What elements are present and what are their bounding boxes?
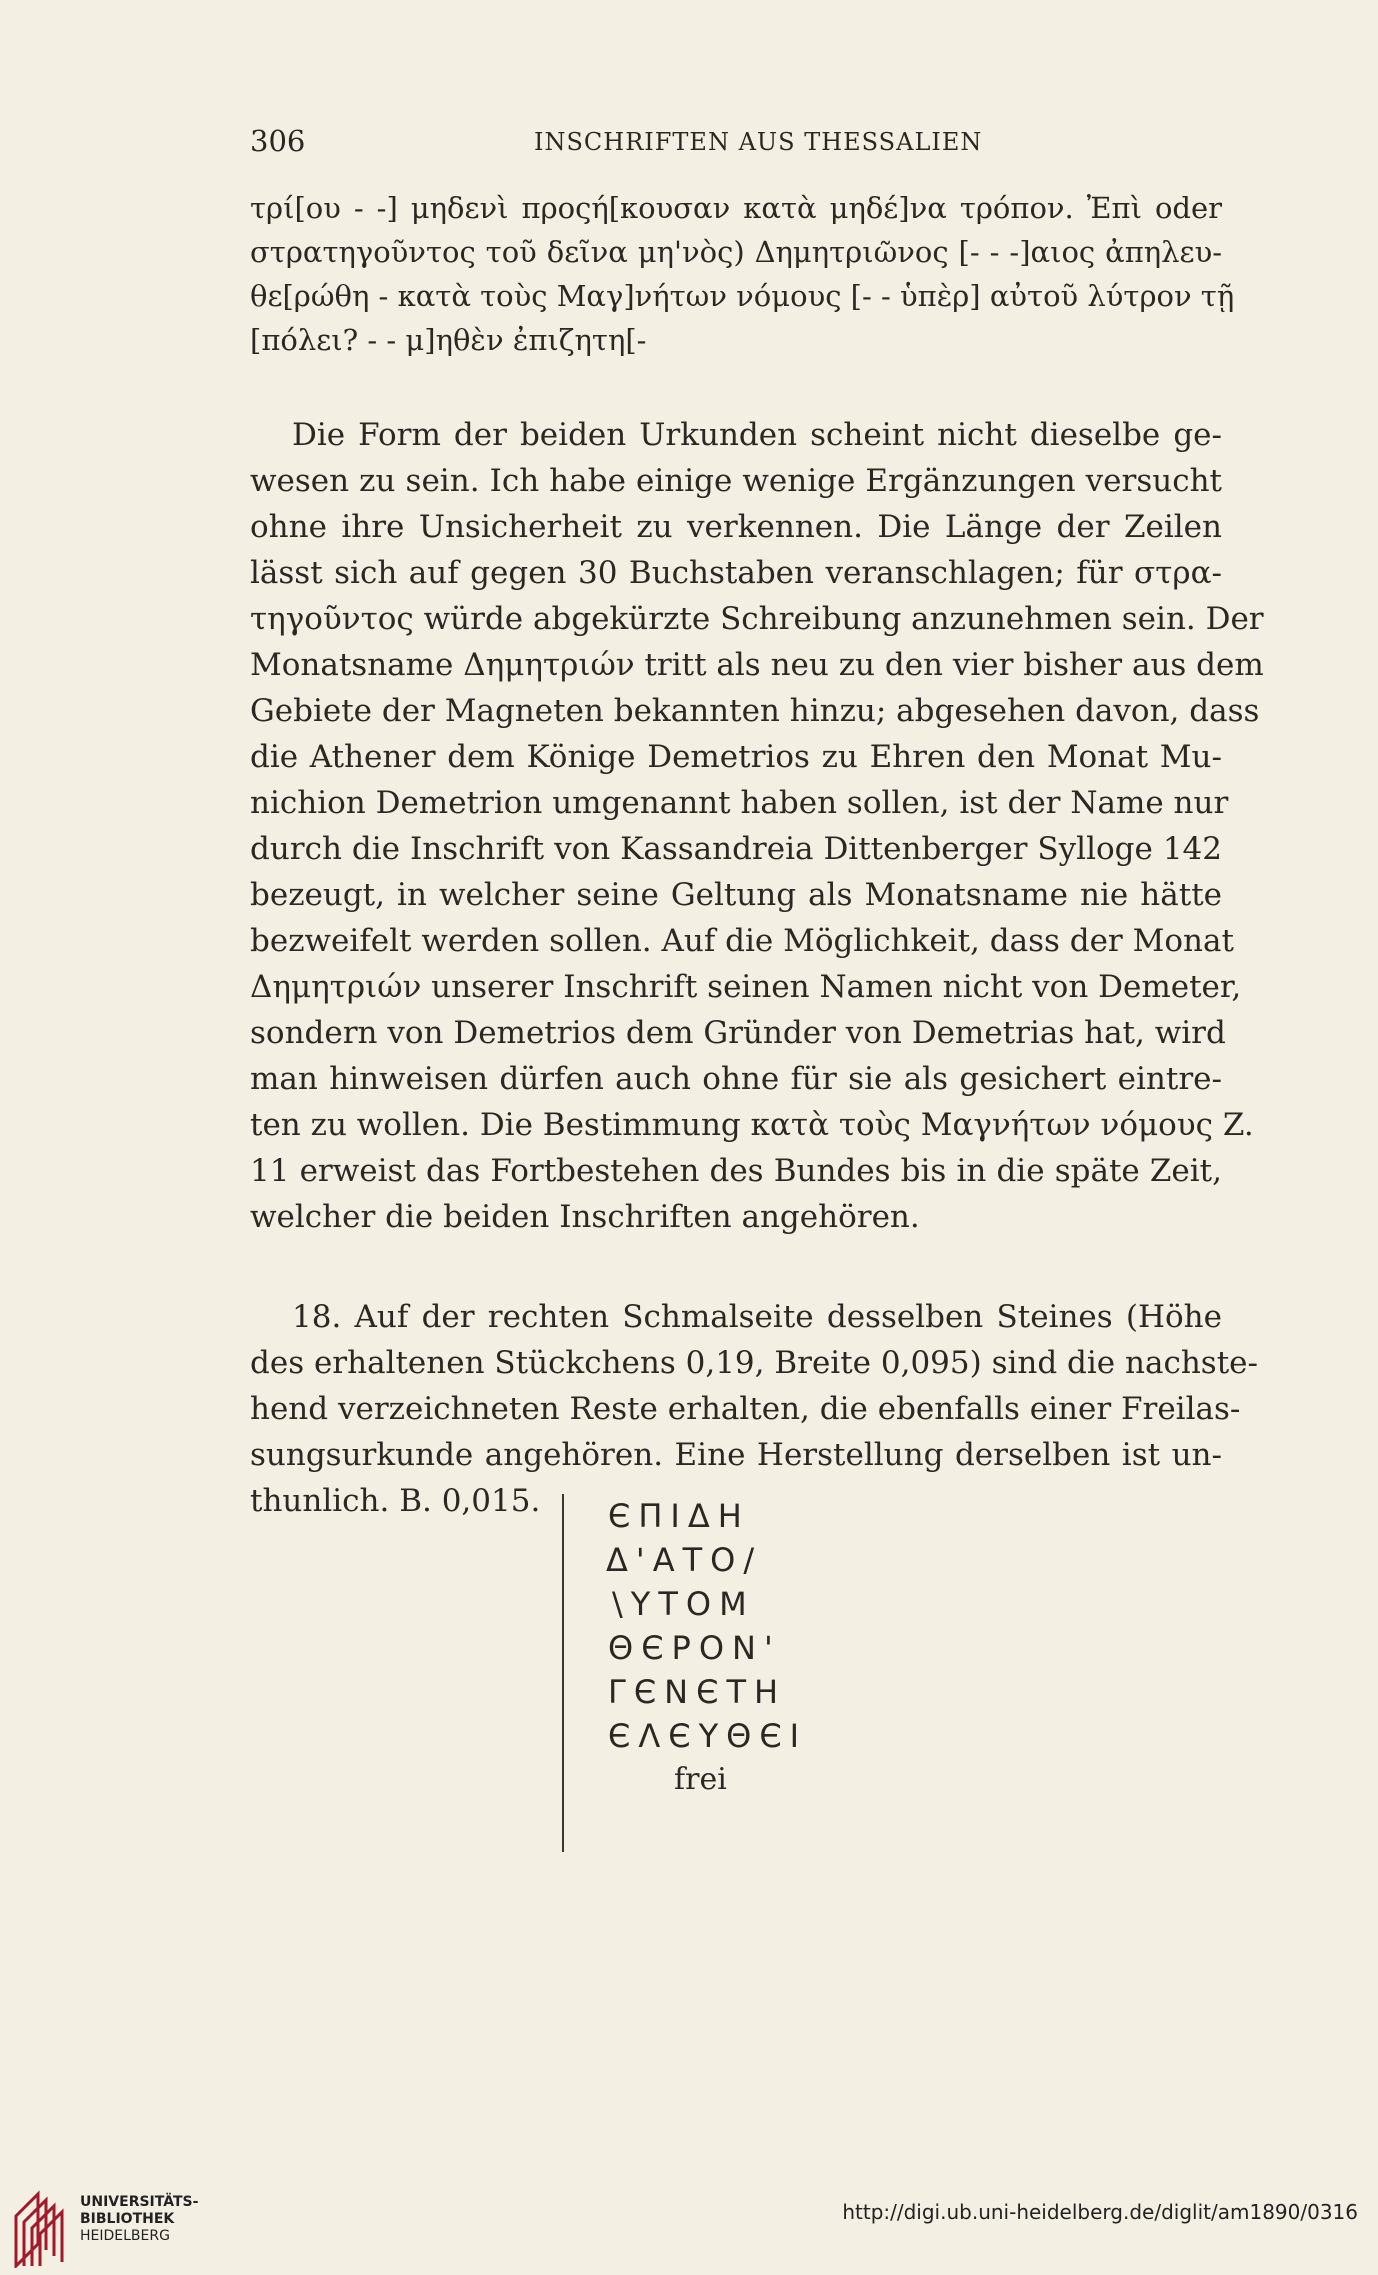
text-line: man hinweisen dürfen auch ohne für sie als gesichert eintre-	[250, 1061, 1222, 1097]
page-number: 306	[250, 124, 306, 158]
inscription-line: \ΥΤΟΜ	[612, 1585, 755, 1623]
inscription-line: ΘЄΡΟΝ'	[608, 1629, 781, 1667]
text-line: ohne ihre Unsicherheit zu verkennen. Die Länge der Zeilen	[250, 509, 1222, 545]
library-name-line: UNIVERSITÄTS-	[80, 2194, 199, 2210]
text-line: Die Form der beiden Urkunden scheint nicht dieselbe ge-	[292, 417, 1222, 453]
page-footer	[0, 2176, 1378, 2275]
source-url-link[interactable]: http://digi.ub.uni-heidelberg.de/diglit/am1890/0316	[842, 2200, 1358, 2224]
text-line: bezweifelt werden sollen. Auf die Möglichkeit, dass der Monat	[250, 923, 1234, 959]
greek-line: στρατηγοῦντος τοῦ δεῖνα μη'νὸς) Δημητριῶνος [- - -]αιος ἀπηλευ-	[250, 235, 1222, 269]
library-logo-icon[interactable]	[12, 2182, 72, 2268]
inscription-line: Δ'ΑΤΟ/	[606, 1541, 763, 1579]
text-line: Gebiete der Magneten bekannten hinzu; abgesehen davon, dass	[250, 693, 1260, 729]
greek-line: [πόλει? - - μ]ηθὲν ἐπιζητη[-	[250, 323, 647, 357]
entry-18-paragraph	[250, 1294, 1258, 1524]
running-title: INSCHRIFTEN AUS THESSALIEN	[534, 128, 983, 156]
inscription-transcription	[562, 1494, 807, 1852]
text-line: sondern von Demetrios dem Gründer von Demetrias hat, wird	[250, 1015, 1226, 1051]
inscription-line: ЄΛЄΥΘЄΙ	[608, 1717, 808, 1755]
inscription-line: frei	[674, 1762, 727, 1797]
greek-text-block	[250, 186, 1235, 362]
text-line: 18. Auf der rechten Schmalseite desselben Steines (Höhe	[292, 1299, 1222, 1335]
library-name	[80, 2194, 198, 2245]
text-line: thunlich. B. 0,015.	[250, 1483, 541, 1519]
text-line: hend verzeichneten Reste erhalten, die ebenfalls einer Freilas-	[250, 1391, 1241, 1427]
text-line: 11 erweist das Fortbestehen des Bundes bis in die späte Zeit,	[250, 1153, 1222, 1189]
greek-line: θε[ρώθη - κατὰ τοὺς Μαγ]νήτων νόμους [- - ὑπὲρ] αὐτοῦ λύτρον τῇ	[250, 279, 1235, 313]
commentary-paragraph	[250, 412, 1264, 1240]
library-name-line: BIBLIOTHEK	[80, 2211, 175, 2227]
text-line: bezeugt, in welcher seine Geltung als Monatsname nie hätte	[250, 877, 1222, 913]
text-line: τηγοῦντος würde abgekürzte Schreibung anzunehmen sein. Der	[250, 601, 1264, 637]
text-line: die Athener dem Könige Demetrios zu Ehren den Monat Mu-	[250, 739, 1222, 775]
text-line: Monatsname Δημητριών tritt als neu zu den vier bisher aus dem	[250, 647, 1264, 683]
text-line: ten zu wollen. Die Bestimmung κατὰ τοὺς Μαγνήτων νόμους Z.	[250, 1107, 1254, 1143]
page-header	[250, 124, 1222, 164]
text-line: nichion Demetrion umgenannt haben sollen, ist der Name nur	[250, 785, 1229, 821]
text-line: durch die Inschrift von Kassandreia Dittenberger Sylloge 142	[250, 831, 1222, 867]
greek-line: τρί[ου - -] μηδενὶ προςή[κουσαν κατὰ μηδέ]να τρόπον. Ἐπὶ oder	[250, 191, 1222, 225]
text-line: des erhaltenen Stückchens 0,19, Breite 0,095) sind die nachste-	[250, 1345, 1258, 1381]
text-line: sungsurkunde angehören. Eine Herstellung derselben ist un-	[250, 1437, 1222, 1473]
library-name-line: HEIDELBERG	[80, 2228, 170, 2244]
inscription-line: ΓЄΝЄΤΗ	[608, 1673, 787, 1711]
text-line: wesen zu sein. Ich habe einige wenige Ergänzungen versucht	[250, 463, 1222, 499]
inscription-line: ЄΠΙΔΗ	[608, 1497, 750, 1535]
text-line: Δημητριών unserer Inschrift seinen Namen nicht von Demeter,	[250, 969, 1242, 1005]
text-line: lässt sich auf gegen 30 Buchstaben veranschlagen; für στρα-	[250, 555, 1222, 591]
text-line: welcher die beiden Inschriften angehören.	[250, 1199, 920, 1235]
